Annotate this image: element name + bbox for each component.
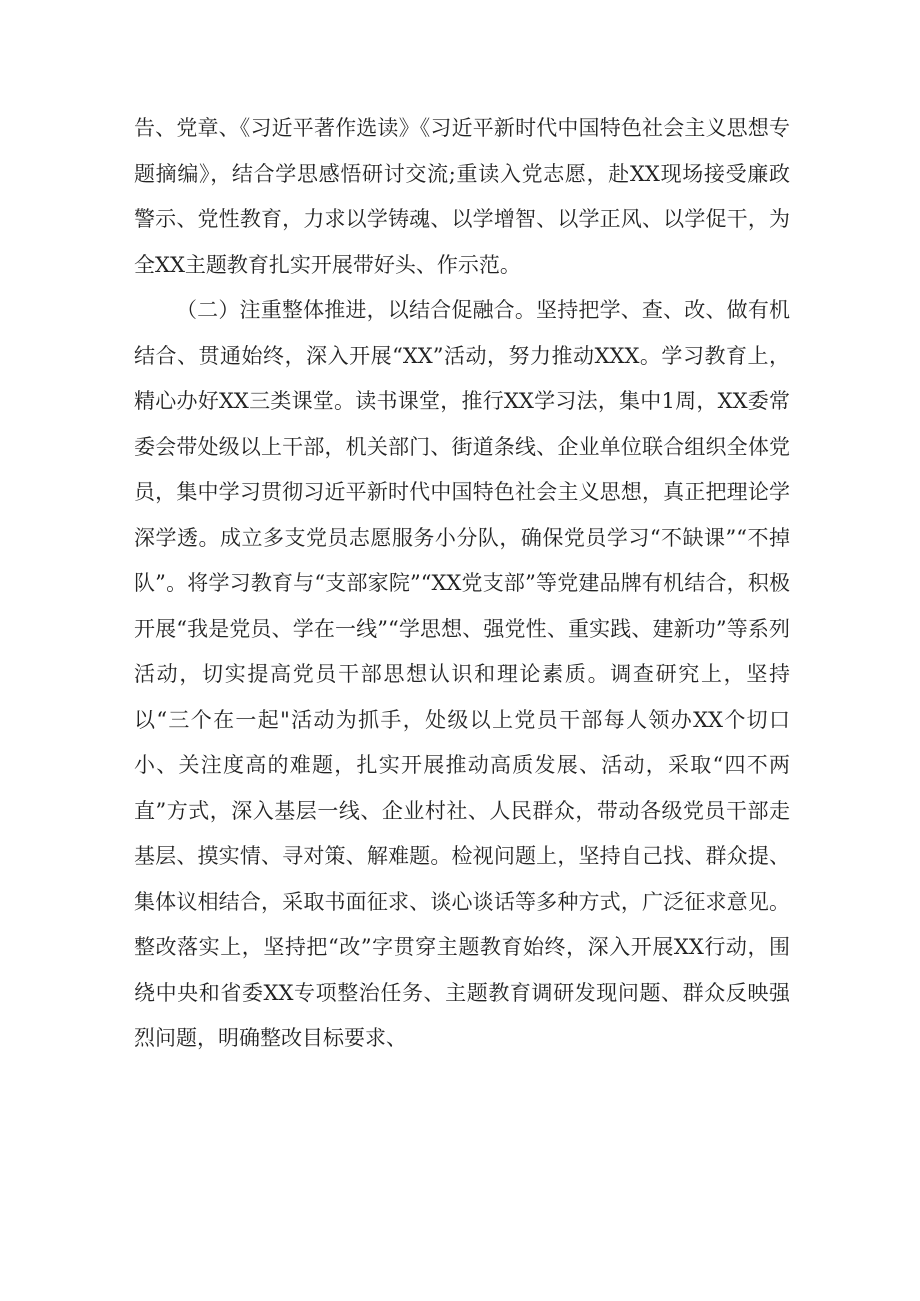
paragraph-section-two: （二）注重整体推进，以结合促融合。坚持把学、查、改、做有机结合、贯通始终，深入开展“XX”活动，努力推动XXX。学习教育上，精心办好XX三类课堂。读书课堂，推行XX学习法，集中1周，XX委常委会带处级以上干部，机关部门、街道条线、企业单位联合组织全体党员，集中学习贯彻习近平新时代中国特色社会主义思想，真正把理论学深学透。成立多支党员志愿服务小分队，确保党员学习“不缺课”“不掉队”。将学习教育与“支部家院”“XX党支部”等党建品牌有机结合，积极开展“我是党员、学在一线”“学思想、强党性、重实践、建新功”等系列活动，切实提高党员干部思想认识和理论素质。调查研究上，坚持以“三个在一起"活动为抓手，处级以上党员干部每人领办XX个切口小、关注度高的难题，扎实开展推动高质发展、活动，采取“四不两直”方式，深入基层一线、企业村社、人民群众，带动各级党员干部走基层、摸实情、寻对策、解难题。检视问题上，坚持自己找、群众提、集体议相结合，采取书面征求、谈心谈话等多种方式，广泛征求意见。整改落实上，坚持把“改”字贯穿主题教育始终，深入开展XX行动，围绕中央和省委XX专项整治任务、主题教育调研发现问题、群众反映强烈问题，明确整改目标要求、 xyxy=(134,298,790,1050)
document-body xyxy=(134,106,790,1062)
paragraph-continued: 告、党章、《习近平著作选读》《习近平新时代中国特色社会主义思想专题摘编》，结合学思感悟研讨交流;重读入党志愿，赴XX现场接受廉政警示、党性教育，力求以学铸魂、以学增智、以学正风、以学促干，为全XX主题教育扎实开展带好头、作示范。 xyxy=(134,116,790,277)
